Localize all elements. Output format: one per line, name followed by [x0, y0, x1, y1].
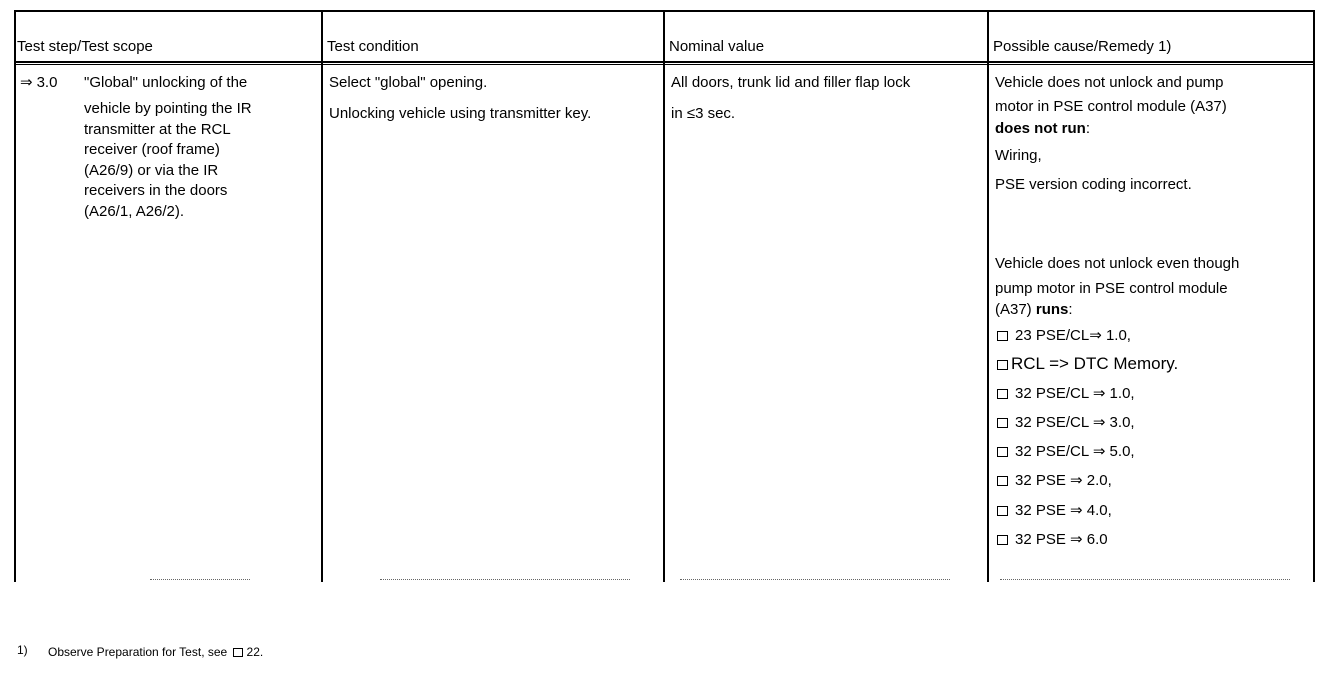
footnote-marker: 1)	[17, 643, 28, 657]
cause2-line2: pump motor in PSE control module	[995, 280, 1228, 297]
step-scope-line: (A26/1, A26/2).	[84, 203, 185, 220]
ref-book-icon	[997, 331, 1008, 341]
column-divider-3	[987, 10, 989, 582]
cause2-colon: :	[1068, 301, 1073, 318]
nominal-line: in ≤3 sec.	[671, 105, 736, 122]
condition-line: Select "global" opening.	[329, 74, 488, 91]
step-scope-line: (A26/9) or via the IR	[84, 162, 219, 179]
header-possible-cause: Possible cause/Remedy 1)	[993, 38, 1172, 55]
column-divider-1	[321, 10, 323, 582]
ref-book-icon	[997, 389, 1008, 399]
ref-book-icon	[997, 447, 1008, 457]
table-cutoff-right	[1000, 579, 1290, 581]
step-number	[20, 74, 57, 92]
table-border-right	[1313, 10, 1315, 582]
cause1-colon: :	[1085, 120, 1090, 137]
header-test-step: Test step/Test scope	[17, 38, 153, 55]
header-test-condition: Test condition	[327, 38, 419, 55]
table-cutoff-mid2	[680, 579, 950, 581]
cause1-line3	[995, 120, 1090, 138]
ref-text: 32 PSE ⇒ 6.0	[1015, 531, 1108, 548]
ref-text: 32 PSE/CL ⇒ 3.0,	[1015, 414, 1135, 431]
ref-book-icon	[997, 360, 1008, 370]
step-scope-line: transmitter at the RCL	[84, 121, 231, 138]
ref-book-icon	[997, 506, 1008, 516]
cause2-prefix: (A37)	[995, 301, 1036, 318]
ref-text: RCL => DTC Memory.	[1011, 354, 1179, 373]
ref-item	[997, 327, 1131, 345]
ref-text: 32 PSE/CL ⇒ 5.0,	[1015, 443, 1135, 460]
cause2-line1: Vehicle does not unlock even though	[995, 255, 1240, 272]
ref-item	[997, 443, 1135, 461]
ref-item	[997, 355, 1178, 373]
step-arrow-icon: ⇒	[20, 74, 33, 91]
cause2-line3	[995, 301, 1073, 319]
ref-text: 32 PSE ⇒ 2.0,	[1015, 472, 1112, 489]
footnote	[48, 645, 263, 659]
ref-item	[997, 385, 1135, 403]
step-scope-line: vehicle by pointing the IR	[84, 100, 252, 117]
ref-book-icon	[997, 418, 1008, 428]
cause1-line1: Vehicle does not unlock and pump	[995, 74, 1224, 91]
ref-book-icon	[233, 648, 243, 657]
footnote-ref: 22.	[246, 645, 264, 659]
ref-item	[997, 414, 1135, 432]
ref-book-icon	[997, 476, 1008, 486]
ref-book-icon	[997, 535, 1008, 545]
step-scope-line: receiver (roof frame)	[84, 141, 220, 158]
ref-text: 23 PSE/CL⇒ 1.0,	[1015, 327, 1131, 344]
cause1-emphasis: does not run	[995, 120, 1086, 137]
condition-line: Unlocking vehicle using transmitter key.	[329, 105, 592, 122]
table-border-left	[14, 10, 16, 582]
ref-text: 32 PSE/CL ⇒ 1.0,	[1015, 385, 1135, 402]
ref-item	[997, 531, 1108, 549]
header-rule-thin	[14, 64, 1315, 65]
cause2-emphasis: runs	[1035, 301, 1069, 318]
header-divider	[14, 61, 1315, 63]
cause1-line5: PSE version coding incorrect.	[995, 176, 1192, 193]
table-cutoff-mid1	[380, 579, 630, 581]
column-divider-2	[663, 10, 665, 582]
nominal-line: All doors, trunk lid and filler flap lock	[671, 74, 911, 91]
cause1-line4: Wiring,	[995, 147, 1042, 164]
header-nominal-value: Nominal value	[669, 38, 765, 55]
footnote-text: Observe Preparation for Test, see	[48, 645, 228, 659]
table-cutoff-left	[150, 579, 250, 581]
step-scope-line: "Global" unlocking of the	[84, 74, 248, 91]
cause1-line2: motor in PSE control module (A37)	[995, 98, 1227, 115]
step-scope-line: receivers in the doors	[84, 182, 228, 199]
ref-text: 32 PSE ⇒ 4.0,	[1015, 502, 1112, 519]
ref-item	[997, 502, 1112, 520]
step-number-value: 3.0	[36, 74, 58, 91]
table-border-top	[14, 10, 1315, 12]
ref-item	[997, 472, 1112, 490]
